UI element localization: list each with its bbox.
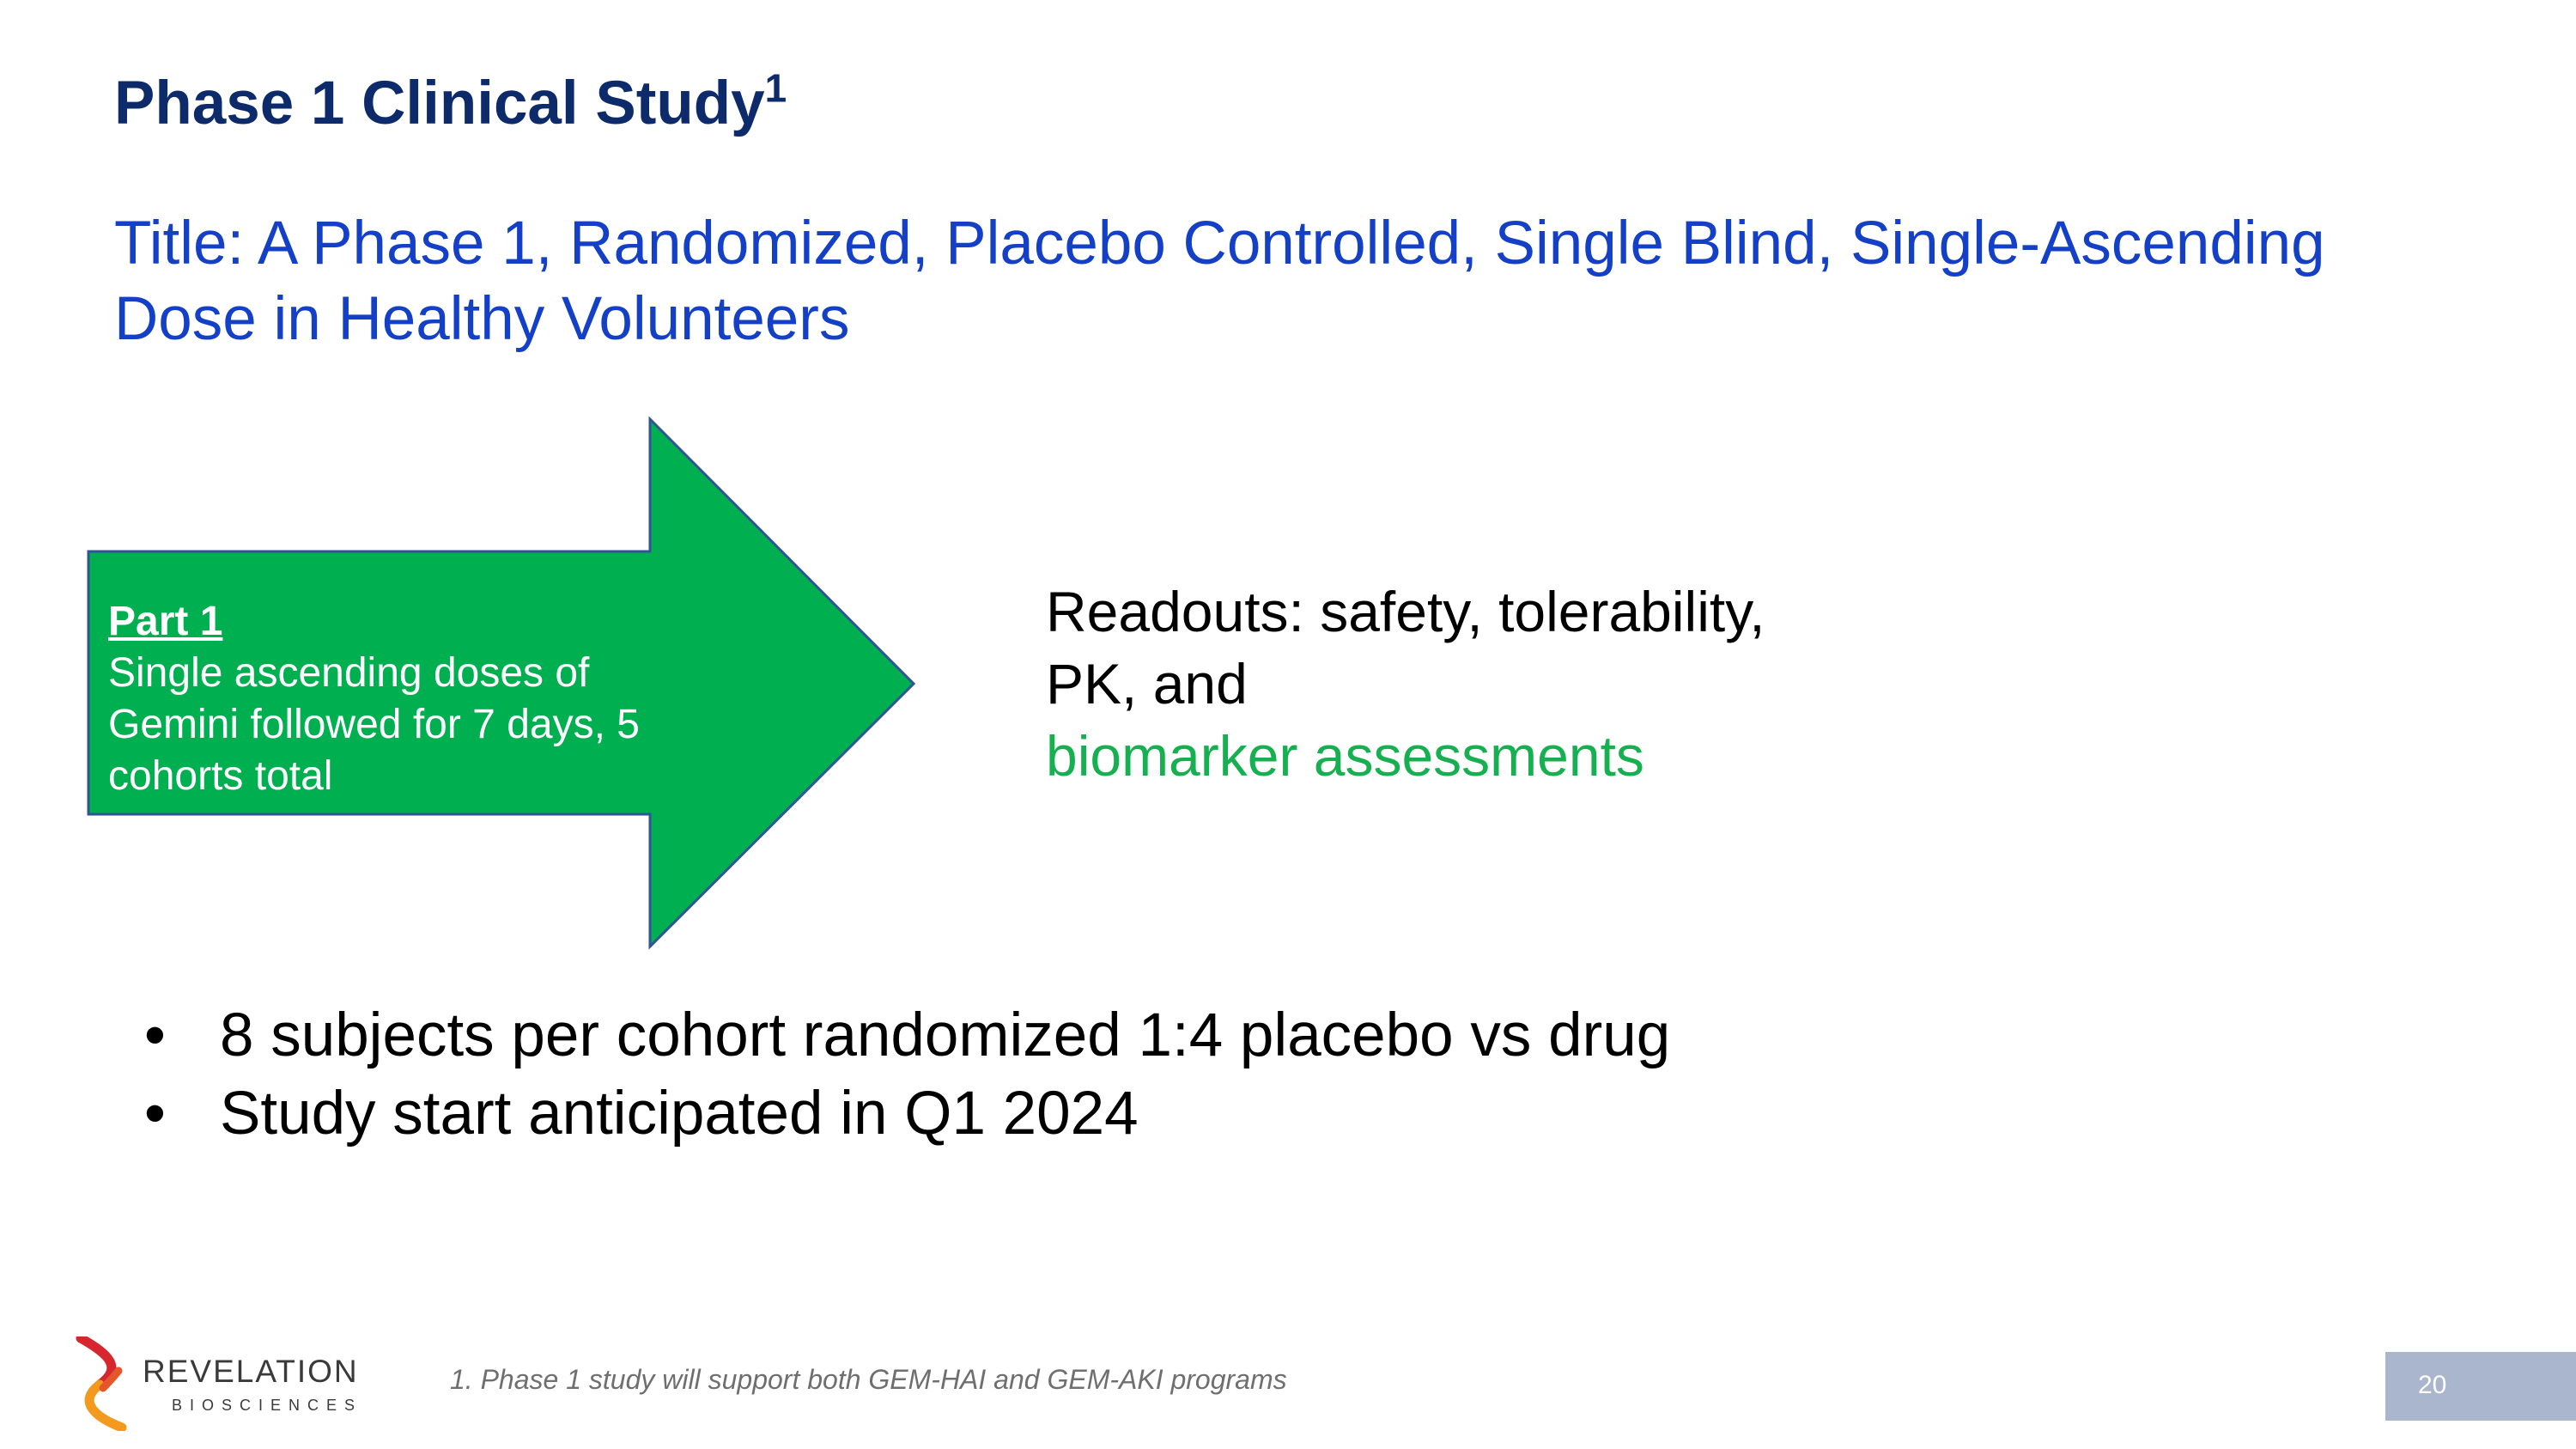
footnote: 1. Phase 1 study will support both GEM-HAI and GEM-AKI programs — [450, 1364, 1287, 1395]
arrow-text — [108, 596, 692, 802]
logo-subtitle: BIOSCIENCES — [172, 1397, 363, 1414]
bullet-list — [137, 996, 1670, 1153]
readouts-text: Readouts: safety, tolerability, PK, and — [1046, 580, 1765, 715]
bullet-icon: • — [144, 1002, 166, 1069]
title-footnote-marker: 1 — [764, 65, 787, 111]
arrow-body: Single ascending doses of Gemini followed for 7 days, 5 cohorts total — [108, 650, 640, 799]
bullet-icon: • — [144, 1080, 166, 1148]
page-title-text: Phase 1 Clinical Study — [114, 70, 765, 137]
page-number: 20 — [2418, 1371, 2447, 1399]
arrow-heading: Part 1 — [108, 599, 223, 644]
company-logo — [74, 1336, 366, 1431]
bullet-text: Study start anticipated in Q1 2024 — [220, 1080, 1139, 1148]
bullet-item — [137, 996, 1670, 1075]
bullet-item — [137, 1075, 1670, 1153]
page-number-box — [2385, 1352, 2576, 1421]
bullet-text: 8 subjects per cohort randomized 1:4 placebo vs drug — [220, 1002, 1671, 1069]
helix-logo-icon — [74, 1336, 134, 1431]
readouts — [1046, 575, 1819, 792]
logo-name: REVELATION — [143, 1354, 359, 1389]
readouts-highlight: biomarker assessments — [1046, 724, 1644, 788]
study-title: Title: A Phase 1, Randomized, Placebo Controlled, Single Blind, Single-Ascending Dose in Healthy Volunteers — [114, 210, 2325, 353]
